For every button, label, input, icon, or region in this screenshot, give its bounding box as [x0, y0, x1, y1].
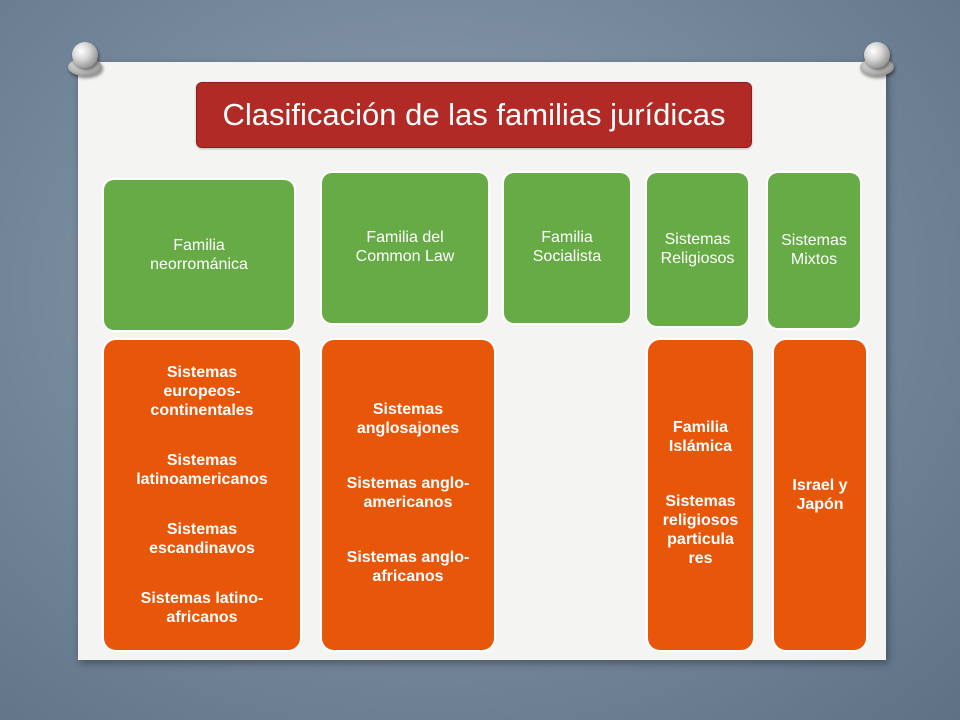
systems-box-neorromanica [104, 340, 300, 650]
systems-box-religiosos [648, 340, 753, 650]
diagram-title-text: Clasificación de las familias jurídicas [222, 97, 726, 132]
family-label: Familia Socialista [532, 229, 602, 265]
systems-box-common-law [322, 340, 494, 650]
family-label: Familia del Common Law [355, 229, 455, 265]
system-item: Sistemas latinoamericanos [136, 452, 268, 489]
family-box-mixtos [768, 173, 860, 328]
family-box-neorromanica [104, 180, 294, 330]
diagram-title [196, 82, 752, 148]
pushpin-left-icon [68, 42, 102, 76]
family-box-religiosos [647, 173, 748, 326]
system-item: Sistemas escandinavos [149, 520, 255, 557]
system-item: Familia Islámica [668, 419, 733, 455]
system-item: Sistemas anglo-americanos [346, 475, 470, 511]
system-item: Israel y Japón [792, 477, 848, 513]
family-box-socialista [504, 173, 630, 323]
family-label: Sistemas Mixtos [781, 232, 847, 268]
family-box-common-law [322, 173, 488, 323]
system-item: Sistemas europeos-continentales [150, 364, 254, 420]
systems-box-mixtos [774, 340, 866, 650]
system-item: Sistemas anglo-africanos [346, 549, 470, 585]
family-label: Sistemas Religiosos [660, 231, 735, 267]
pushpin-right-icon [860, 42, 894, 76]
system-item: Sistemas latino-africanos [140, 589, 264, 626]
family-label: Familia neorrománica [150, 237, 248, 273]
system-item: Sistemas religiosos particula res [662, 493, 739, 567]
system-item: Sistemas anglosajones [356, 401, 460, 437]
